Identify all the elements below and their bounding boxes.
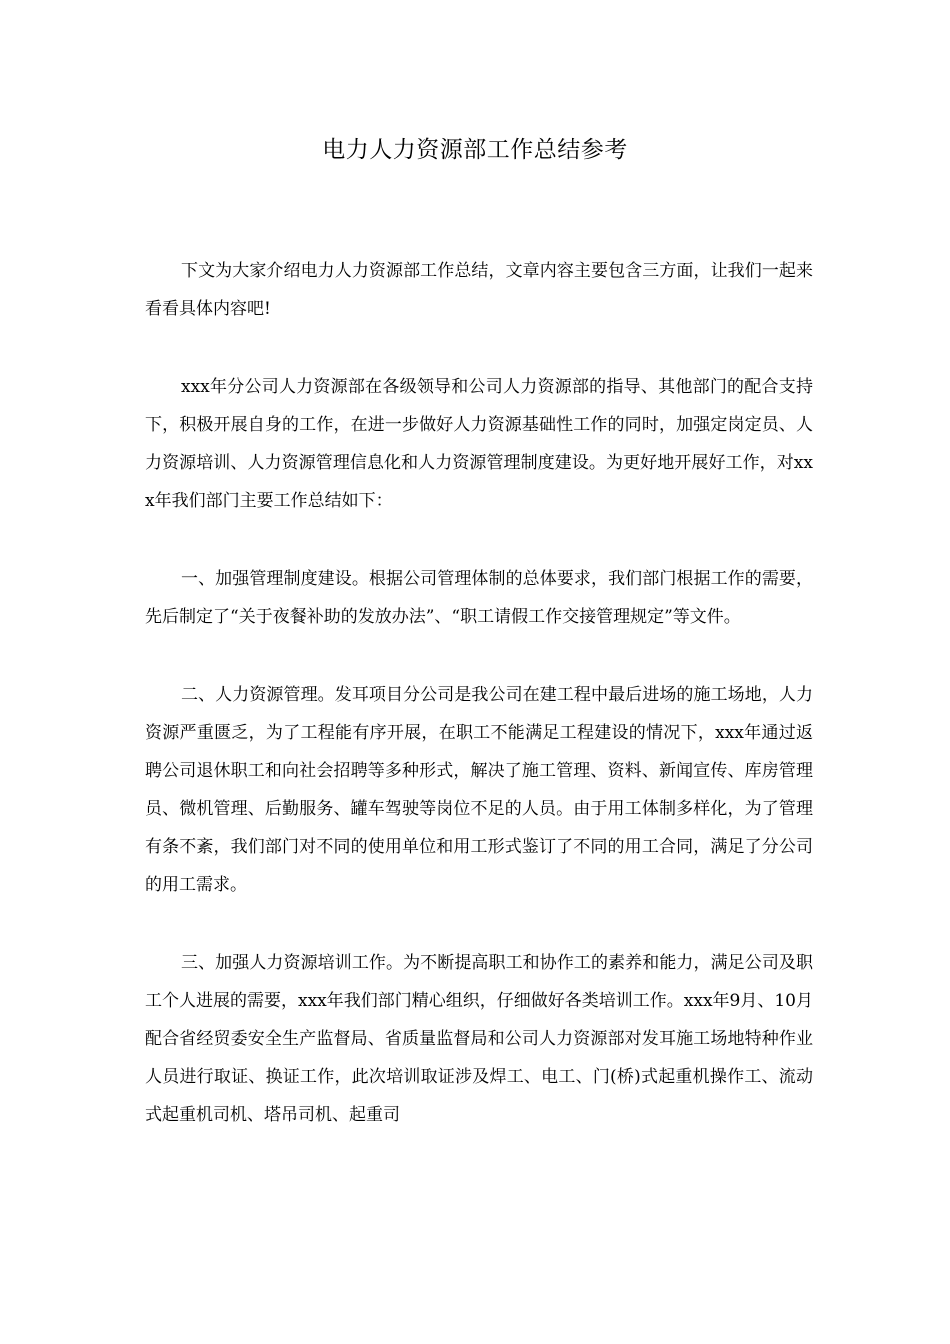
paragraph-section-2: 二、人力资源管理。发耳项目分公司是我公司在建工程中最后进场的施工场地，人力资源严重匮乏，为了工程能有序开展，在职工不能满足工程建设的情况下，xxx年通过返聘公司退休职工和向社会招聘等多种形式，解决了施工管理、资料、新闻宣传、库房管理员、微机管理、后勤服务、罐车驾驶等岗位不足的人员。由于用工体制多样化，为了管理有条不紊，我们部门对不同的使用单位和用工形式鉴订了不同的用工合同，满足了分公司的用工需求。 bbox=[145, 685, 813, 895]
document-body bbox=[145, 252, 813, 1174]
paragraph-section-3: 三、加强人力资源培训工作。为不断提高职工和协作工的素养和能力，满足公司及职工个人进展的需要，xxx年我们部门精心组织，仔细做好各类培训工作。xxx年9月、10月配合省经贸委安全生产监督局、省质量监督局和公司人力资源部对发耳施工场地特种作业人员进行取证、换证工作，此次培训取证涉及焊工、电工、门(桥)式起重机操作工、流动式起重机司机、塔吊司机、起重司 bbox=[145, 953, 813, 1125]
paragraph-section-1: 一、加强管理制度建设。根据公司管理体制的总体要求，我们部门根据工作的需要，先后制定了“关于夜餐补助的发放办法”、“职工请假工作交接管理规定”等文件。 bbox=[145, 569, 813, 627]
paragraph-intro: 下文为大家介绍电力人力资源部工作总结，文章内容主要包含三方面，让我们一起来看看具体内容吧! bbox=[145, 261, 813, 319]
paragraph-overview: xxx年分公司人力资源部在各级领导和公司人力资源部的指导、其他部门的配合支持下，积极开展自身的工作，在进一步做好人力资源基础性工作的同时，加强定岗定员、人力资源培训、人力资源管理信息化和人力资源管理制度建设。为更好地开展好工作，对xxx年我们部门主要工作总结如下： bbox=[145, 377, 813, 511]
document-title: 电力人力资源部工作总结参考 bbox=[322, 137, 628, 163]
